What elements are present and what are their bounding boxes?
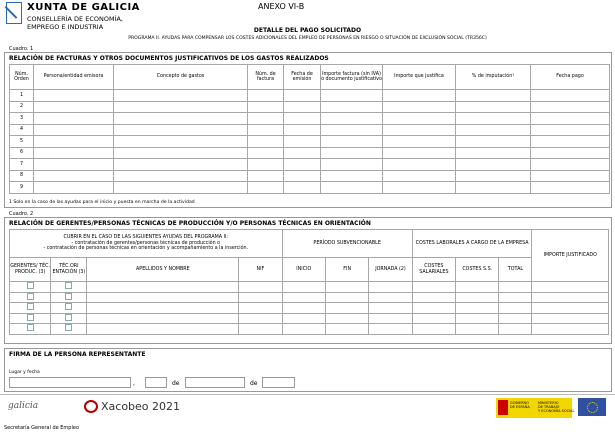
staff-row [10, 324, 609, 335]
staff-cell[interactable] [532, 292, 609, 303]
staff-cell[interactable] [532, 303, 609, 314]
invoice-row [10, 147, 610, 159]
invoice-cell[interactable] [284, 113, 321, 125]
invoice-cell[interactable] [456, 170, 531, 182]
staff-cell[interactable] [87, 324, 239, 335]
invoice-cell[interactable] [531, 170, 610, 182]
staff-cell[interactable] [282, 303, 325, 314]
col-paydate-header: Fecha pago [531, 65, 610, 90]
invoice-cell[interactable] [456, 124, 531, 136]
signature-title: FIRMA DE LA PERSONA REPRESENTANTE [9, 351, 146, 358]
invoice-cell[interactable] [248, 170, 284, 182]
gov-line-1: GOBIERNO [510, 401, 529, 405]
invoice-cell[interactable] [248, 113, 284, 125]
invoice-table [9, 64, 610, 194]
invoice-cell[interactable] [321, 113, 383, 125]
ministerio-text [538, 401, 574, 413]
staff-cell[interactable] [412, 303, 455, 314]
xunta-logo-icon [6, 2, 22, 24]
invoice-cell[interactable] [248, 90, 284, 102]
staff-cell[interactable] [456, 303, 499, 314]
staff-cell[interactable] [456, 282, 499, 293]
staff-cell[interactable] [239, 324, 282, 335]
invoice-row [10, 159, 610, 171]
invoice-row-number: 3 [10, 113, 34, 125]
invoice-cell[interactable] [34, 147, 114, 159]
invoice-cell[interactable] [321, 124, 383, 136]
invoice-cell[interactable] [34, 159, 114, 171]
staff-row [10, 313, 609, 324]
invoice-cell[interactable] [284, 147, 321, 159]
staff-cell[interactable] [456, 324, 499, 335]
cuadro-2-title: RELACIÓN DE GERENTES/PERSONAS TÉCNICAS DE PRODUCCIÓN Y/O PERSONAS TÉCNICAS EN ORIENTACIÓN [9, 220, 371, 227]
invoice-row [10, 170, 610, 182]
invoice-cell[interactable] [531, 182, 610, 194]
invoice-cell[interactable] [383, 182, 456, 194]
importe-justificado-header: IMPORTE JUSTIFICADO [532, 230, 609, 282]
col-jornada-header: JORNADA (2) [369, 258, 412, 282]
invoice-cell[interactable] [456, 147, 531, 159]
fill-note-cell [10, 230, 283, 258]
staff-row [10, 292, 609, 303]
staff-cell[interactable] [239, 282, 282, 293]
invoice-cell[interactable] [34, 136, 114, 148]
staff-checkbox-cell [10, 282, 51, 293]
staff-cell[interactable] [456, 292, 499, 303]
col-concept-header: Concepto de gastos [114, 65, 248, 90]
staff-checkbox-cell [10, 303, 51, 314]
fill-note-2: - contratación de gerentes/personas técnicas de producción o [71, 240, 221, 246]
staff-cell[interactable] [499, 292, 532, 303]
staff-cell[interactable] [532, 324, 609, 335]
staff-cell[interactable] [369, 292, 412, 303]
staff-cell[interactable] [325, 282, 368, 293]
invoice-cell[interactable] [114, 113, 248, 125]
gov-line-3: MINISTERIO [538, 401, 559, 405]
invoice-cell[interactable] [284, 182, 321, 194]
invoice-cell[interactable] [248, 124, 284, 136]
invoice-cell[interactable] [531, 90, 610, 102]
col-apellidos-header: APELLIDOS Y NOMBRE [87, 258, 239, 282]
periodo-header: PERÍODO SUBVENCIONABLE [282, 230, 412, 258]
gov-line-5: Y ECONOMÍA SOCIAL [538, 409, 575, 413]
staff-row [10, 303, 609, 314]
invoice-row-number: 8 [10, 170, 34, 182]
col-gerentes-header: GERENTES/ TÉC. PRODUC. (3) [10, 258, 51, 282]
galicia-logo: galicia [8, 401, 39, 411]
invoice-cell[interactable] [321, 159, 383, 171]
org-line-1: CONSELLERÍA DE ECONOMÍA, [27, 15, 124, 23]
staff-cell[interactable] [499, 303, 532, 314]
invoice-cell[interactable] [114, 136, 248, 148]
invoice-cell[interactable] [531, 147, 610, 159]
gerente-checkbox[interactable] [27, 303, 34, 310]
staff-cell[interactable] [282, 313, 325, 324]
invoice-cell[interactable] [321, 136, 383, 148]
invoice-cell[interactable] [321, 90, 383, 102]
org-title: XUNTA DE GALICIA [27, 2, 140, 13]
tec-ori-checkbox[interactable] [65, 282, 72, 289]
col-justified-header: Importe que justifica [383, 65, 456, 90]
invoice-cell[interactable] [456, 182, 531, 194]
invoice-cell[interactable] [114, 170, 248, 182]
invoice-cell[interactable] [284, 90, 321, 102]
gov-line-4: DE TRABAJO [538, 405, 560, 409]
gerente-checkbox[interactable] [27, 293, 34, 300]
staff-cell[interactable] [369, 303, 412, 314]
staff-checkbox-cell [10, 313, 51, 324]
invoice-cell[interactable] [383, 159, 456, 171]
invoice-row [10, 90, 610, 102]
invoice-cell[interactable] [383, 124, 456, 136]
document-title: DETALLE DEL PAGO SOLICITADO [253, 27, 362, 34]
staff-cell[interactable] [325, 303, 368, 314]
de-label-1: de [172, 380, 180, 387]
invoice-cell[interactable] [34, 101, 114, 113]
gobierno-logo-text [510, 401, 530, 409]
comma-separator: , [133, 380, 135, 387]
staff-row [10, 282, 609, 293]
staff-checkbox-cell [51, 292, 87, 303]
col-inicio-header: INICIO [282, 258, 325, 282]
invoice-cell[interactable] [284, 101, 321, 113]
de-label-2: de [250, 380, 258, 387]
staff-checkbox-cell [51, 282, 87, 293]
fill-note-3: - contratación de personas técnicas en orientación y acompañamiento a la inserción. [43, 246, 249, 252]
gerente-checkbox[interactable] [27, 314, 34, 321]
costes-empresa-header: COSTES LABORALES A CARGO DE LA EMPRESA [412, 230, 532, 258]
invoice-cell[interactable] [383, 101, 456, 113]
staff-cell[interactable] [532, 313, 609, 324]
invoice-cell[interactable] [456, 90, 531, 102]
invoice-cell[interactable] [531, 136, 610, 148]
invoice-cell[interactable] [248, 136, 284, 148]
staff-cell[interactable] [87, 313, 239, 324]
invoice-cell[interactable] [34, 124, 114, 136]
invoice-cell[interactable] [531, 101, 610, 113]
invoice-row [10, 113, 610, 125]
gov-line-2: DE ESPAÑA [510, 405, 530, 409]
invoice-row-number: 5 [10, 136, 34, 148]
staff-cell[interactable] [239, 313, 282, 324]
invoice-cell[interactable] [248, 182, 284, 194]
staff-cell[interactable] [369, 282, 412, 293]
staff-cell[interactable] [87, 292, 239, 303]
invoice-row [10, 101, 610, 113]
org-line-2: EMPREGO E INDUSTRIA [27, 22, 104, 31]
invoice-cell[interactable] [248, 147, 284, 159]
invoice-cell[interactable] [114, 159, 248, 171]
cuadro-2-label: Cuadro. 2 [9, 211, 34, 217]
gerente-checkbox[interactable] [27, 282, 34, 289]
spain-shield-icon [498, 400, 508, 415]
cuadro-1-label: Cuadro. 1 [9, 46, 34, 52]
gerente-checkbox[interactable] [27, 324, 34, 331]
xacobeo-logo-text: Xacobeo 2021 [101, 400, 181, 413]
col-costes-ss-header: COSTES S.S. [456, 258, 499, 282]
invoice-cell[interactable] [114, 90, 248, 102]
invoice-cell[interactable] [284, 159, 321, 171]
invoice-cell[interactable] [284, 136, 321, 148]
col-num-header: Núm. Orden [10, 65, 34, 90]
invoice-cell[interactable] [284, 124, 321, 136]
invoice-cell[interactable] [531, 113, 610, 125]
invoice-row-number: 1 [10, 90, 34, 102]
xacobeo-logo-icon [84, 400, 98, 413]
staff-checkbox-cell [10, 292, 51, 303]
staff-cell[interactable] [325, 292, 368, 303]
tec-ori-checkbox[interactable] [65, 303, 72, 310]
staff-cell[interactable] [499, 324, 532, 335]
invoice-row-number: 7 [10, 159, 34, 171]
invoice-cell[interactable] [114, 182, 248, 194]
invoice-cell[interactable] [34, 182, 114, 194]
month-field[interactable] [185, 377, 245, 388]
invoice-cell[interactable] [321, 101, 383, 113]
tec-ori-checkbox[interactable] [65, 324, 72, 331]
invoice-row-number: 6 [10, 147, 34, 159]
cuadro-1-title: RELACIÓN DE FACTURAS Y OTROS DOCUMENTOS JUSTIFICATIVOS DE LOS GASTOS REALIZADOS [9, 55, 329, 62]
invoice-cell[interactable] [456, 101, 531, 113]
col-amount-header: Importe factura (sin IVA) o documento justificativo [321, 65, 383, 90]
staff-cell[interactable] [532, 282, 609, 293]
invoice-cell[interactable] [383, 170, 456, 182]
invoice-cell[interactable] [321, 170, 383, 182]
col-percent-header: % de imputación¹ [456, 65, 531, 90]
staff-cell[interactable] [412, 313, 455, 324]
footer-divider [0, 394, 615, 395]
staff-cell[interactable] [325, 324, 368, 335]
staff-cell[interactable] [412, 292, 455, 303]
col-fin-header: FIN [325, 258, 368, 282]
invoice-row [10, 182, 610, 194]
staff-cell[interactable] [239, 303, 282, 314]
invoice-cell[interactable] [383, 113, 456, 125]
year-field[interactable] [262, 377, 295, 388]
day-field[interactable] [145, 377, 167, 388]
staff-cell[interactable] [87, 282, 239, 293]
cuadro-1-footnote: 1 Solo en la caso de las ayudas para el inicio y puesta en marcha de la actividad [9, 200, 195, 205]
invoice-cell[interactable] [114, 101, 248, 113]
staff-checkbox-cell [51, 324, 87, 335]
tec-ori-checkbox[interactable] [65, 293, 72, 300]
invoice-row [10, 136, 610, 148]
invoice-row-number: 4 [10, 124, 34, 136]
eu-flag-icon [578, 398, 606, 416]
col-invoice-header: Núm. de factura [248, 65, 284, 90]
staff-cell[interactable] [325, 313, 368, 324]
fill-note-1: CUBRIR EN EL CASO DE LAS SIGUIENTES AYUDAS DEL PROGRAMA II: [63, 235, 229, 241]
staff-checkbox-cell [10, 324, 51, 335]
staff-cell[interactable] [282, 282, 325, 293]
invoice-cell[interactable] [383, 147, 456, 159]
col-nif-header: NIF [239, 258, 282, 282]
col-costes-salariales-header: COSTES SALARIALES [412, 258, 455, 282]
invoice-row-number: 9 [10, 182, 34, 194]
staff-checkbox-cell [51, 303, 87, 314]
invoice-row [10, 124, 610, 136]
place-date-label: Lugar y fecha [9, 370, 40, 375]
staff-cell[interactable] [369, 313, 412, 324]
annex-label: ANEXO VI-B [258, 2, 305, 11]
invoice-cell[interactable] [531, 159, 610, 171]
invoice-row-number: 2 [10, 101, 34, 113]
invoice-cell[interactable] [114, 124, 248, 136]
invoice-cell[interactable] [284, 170, 321, 182]
staff-cell[interactable] [87, 303, 239, 314]
invoice-cell[interactable] [114, 147, 248, 159]
invoice-cell[interactable] [456, 136, 531, 148]
staff-cell[interactable] [369, 324, 412, 335]
staff-table [9, 229, 609, 335]
secretaria-label: Secretaría General de Empleo [4, 425, 80, 431]
invoice-cell[interactable] [34, 170, 114, 182]
col-entity-header: Persona/entidad emisora [34, 65, 114, 90]
staff-cell[interactable] [499, 282, 532, 293]
col-tec-ori-header: TÉC.ORI ENTACIÓN (3) [51, 258, 87, 282]
invoice-cell[interactable] [456, 113, 531, 125]
staff-cell[interactable] [499, 313, 532, 324]
invoice-cell[interactable] [34, 90, 114, 102]
program-title: PROGRAMA II. AYUDAS PARA COMPENSAR LOS COSTES ADICIONALES DEL EMPLEO DE PERSONAS EN RIESGO O SITUACIÓN DE EXCLUSIÓN SOCIAL (TR356C) [128, 36, 487, 41]
invoice-cell[interactable] [383, 136, 456, 148]
staff-cell[interactable] [412, 324, 455, 335]
col-date-header: Fecha de emisión [284, 65, 321, 90]
place-field[interactable] [9, 377, 131, 388]
invoice-cell[interactable] [248, 159, 284, 171]
invoice-cell[interactable] [456, 159, 531, 171]
invoice-cell[interactable] [531, 124, 610, 136]
staff-checkbox-cell [51, 313, 87, 324]
staff-cell[interactable] [412, 282, 455, 293]
staff-cell[interactable] [456, 313, 499, 324]
invoice-cell[interactable] [321, 182, 383, 194]
staff-cell[interactable] [282, 324, 325, 335]
invoice-cell[interactable] [34, 113, 114, 125]
invoice-cell[interactable] [248, 101, 284, 113]
staff-cell[interactable] [282, 292, 325, 303]
invoice-cell[interactable] [383, 90, 456, 102]
invoice-cell[interactable] [321, 147, 383, 159]
staff-cell[interactable] [239, 292, 282, 303]
col-total-header: TOTAL [499, 258, 532, 282]
tec-ori-checkbox[interactable] [65, 314, 72, 321]
